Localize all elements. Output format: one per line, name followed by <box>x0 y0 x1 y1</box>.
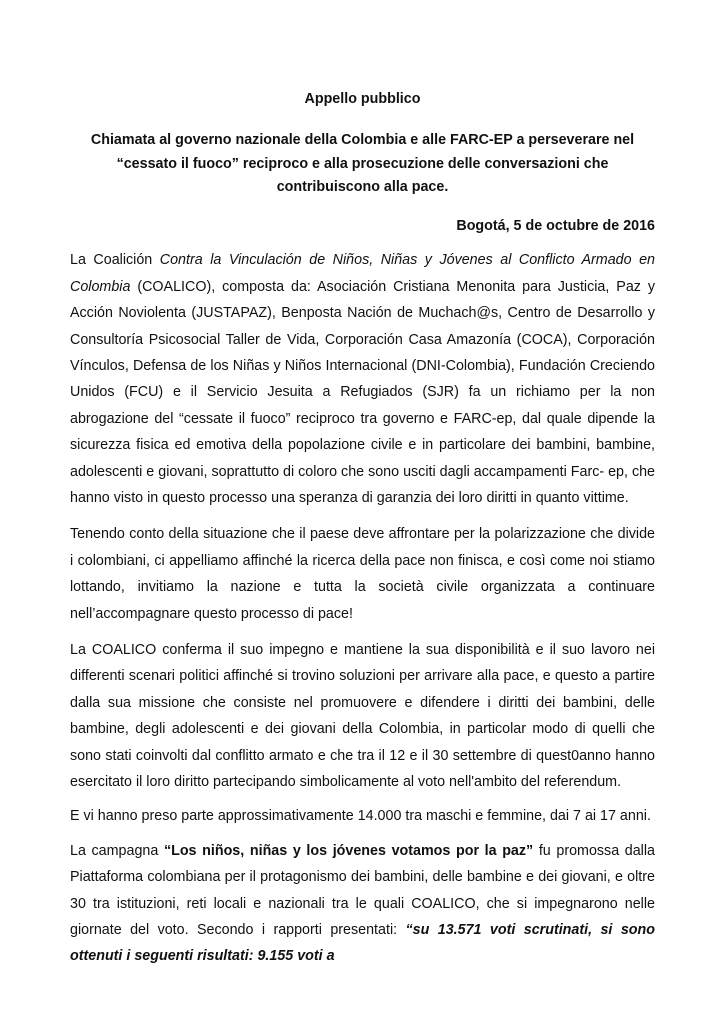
paragraph-commitment: La COALICO conferma il suo impegno e mantiene la sua disponibilità e il suo lavoro nei differenti scenari politici affinché si trovino soluzioni per arrivare alla pace, e questo a partire dalla sua missione che consiste nel promuovere e difendere i diritti dei bambini, delle bambine, degli adolescenti e dei giovani della Colombia, in particolar modo di quelli che sono stati coinvolti dal conflitto armato e che tra il 12 e il 30 settembre di quest0anno hanno esercitato il loro diritto partecipando simbolicamente al voto nell'ambito del referendum. <box>70 642 655 791</box>
document-title: Appello pubblico <box>304 91 421 107</box>
document-body <box>70 86 655 980</box>
paragraph-campaign-intro: La campagna <box>70 842 164 859</box>
paragraph-participation: E vi hanno preso parte approssimativamente 14.000 tra maschi e femmine, dai 7 ai 17 anni. <box>70 808 651 825</box>
paragraph-coalition-intro: La Coalición <box>70 252 160 269</box>
coalition-full-name: Contra la Vinculación de Niños, Niñas y Jóvenes al Conflicto Armado en Colombia <box>70 252 656 295</box>
paragraph-coalition-body: (COALICO), composta da: Asociación Cristiana Menonita para Justicia, Paz y Acción Noviolenta (JUSTAPAZ), Benposta Nación de Muchach@s, Centro de Desarrollo y Consultoría Psicosocial Taller de Vida, Corporación Casa Amazonía (COCA), Corporación Vínculos, Defensa de los Niñas y Niños Internacional (DNI-Colombia), Fundación Creciendo Unidos (FCU) e il Servicio Jesuita a Refugiados (SJR) fa un richiamo per la non abrogazione del “cessate il fuoco” reciproco tra governo e FARC-ep, dal quale dipende la sicurezza fisica ed emotiva della popolazione civile e in particolare dei bambini, bambine, adolescenti e giovani, soprattutto di coloro che sono usciti dagli accampamenti Farc- ep, che hanno visto in questo processo una speranza di garanzia dei loro diritti in quanto vittime. <box>70 278 655 506</box>
campaign-results-quote: “su 13.571 voti scrutinati, si sono ottenuti i seguenti risultati: 9.155 voti a <box>70 922 655 965</box>
paragraph-coalition <box>70 247 655 511</box>
campaign-slogan: “Los niños, niñas y los jóvenes votamos por la paz” <box>163 842 534 859</box>
document-subtitle: Chiamata al governo nazionale della Colombia e alle FARC-EP a perseverare nel “cessato il fuoco” reciproco e alla prosecuzione delle conversazioni che contribuiscono alla pace. <box>90 132 635 196</box>
document-date: Bogotá, 5 de octubre de 2016 <box>456 217 655 234</box>
paragraph-campaign <box>70 838 655 970</box>
paragraph-appeal: Tenendo conto della situazione che il paese deve affrontare per la polarizzazione che divide i colombiani, ci appelliamo affinché la ricerca della pace non finisca, e così come noi stiamo lottando, invitiamo la nazione e tutta la società civile organizzata a continuare nell’accompagnare questo processo di pace! <box>70 526 655 622</box>
paragraph-campaign-body: fu promossa dalla Piattaforma colombiana per il protagonismo dei bambini, delle bambine e dei giovani, e oltre 30 tra istituzioni, reti locali e nazionali tra le quali COALICO, che si impegnarono nelle giornate del voto. Secondo i rapporti presentati: <box>70 842 655 939</box>
